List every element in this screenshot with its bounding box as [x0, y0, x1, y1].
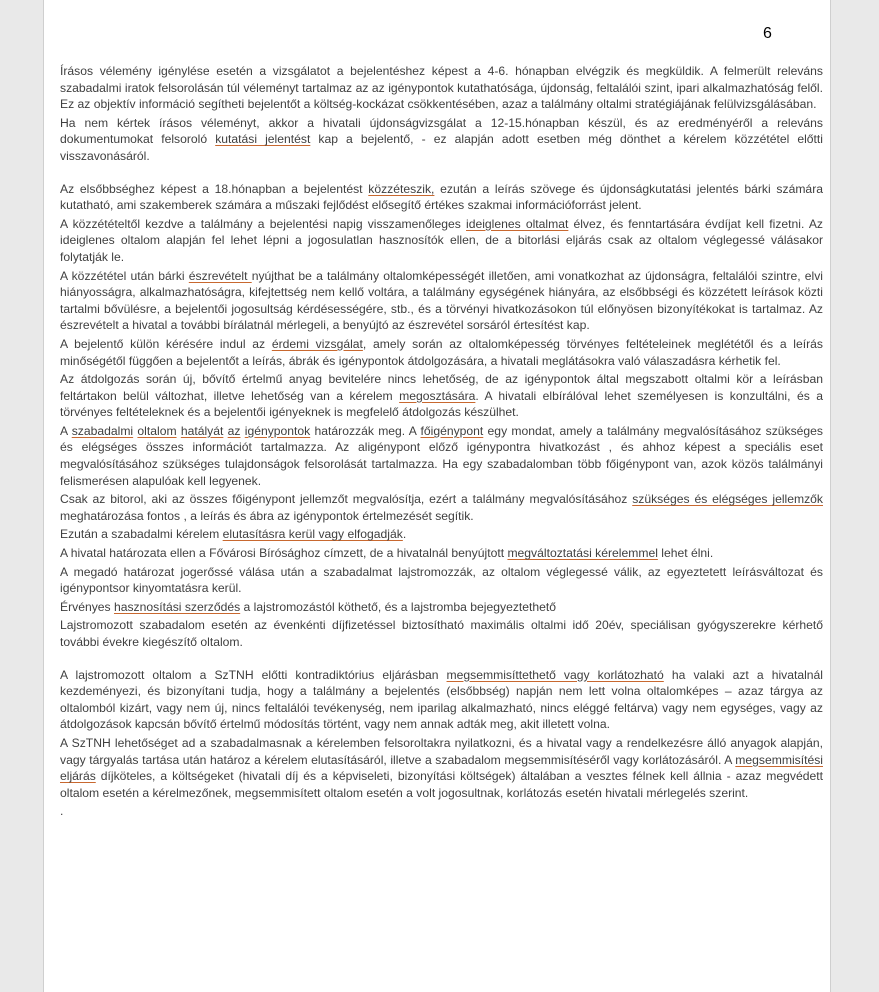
paragraph: [60, 216, 823, 266]
paragraph: [60, 599, 823, 616]
text-segment: meghatározása fontos , a leírás és ábra az igénypontok értelmezését segítik.: [60, 508, 474, 523]
text-segment: A bejelentő külön kérésére indul az: [60, 336, 272, 351]
underlined-term: szabadalmi: [71, 423, 134, 438]
paragraph: [60, 564, 823, 597]
text-segment: . A hivatali elbírálóval lehet személyesen is konzultálni, és a törvényes feltételeknek és a bejelentői igényeknek is megfelelő átdolgozás készülhet.: [60, 388, 823, 420]
text-segment: A: [60, 423, 72, 438]
paragraph: [60, 545, 823, 562]
text-segment: a lajstromozástól köthető, és a lajstromba bejegyeztethető: [240, 599, 557, 614]
text-segment: Ha nem kértek írásos véleményt, akkor a hivatali újdonságvizsgálat a 12-15.hónapban készül, és az eredményéről a releváns dokumentumokat felsoroló: [60, 115, 823, 147]
underlined-term: megváltoztatási kérelemmel: [507, 546, 658, 561]
text-segment: Ezután a szabadalmi kérelem: [60, 527, 223, 542]
paragraph: [60, 63, 823, 113]
paragraph: [60, 667, 823, 733]
text-segment: Csak az bitorol, aki az összes főigénypont jellemzőt megvalósítja, ezért a találmány megvalósításához: [60, 492, 633, 507]
underlined-term: az: [227, 423, 241, 438]
text-segment: A hivatal határozata ellen a Fővárosi Bírósághoz címzett, de a hivatalnál benyújtott: [60, 546, 508, 561]
underlined-term: szükséges és elégséges jellemzők: [632, 492, 823, 507]
underlined-term: érdemi vizsgálat: [271, 336, 363, 351]
text-segment: ha valaki azt a hivatalnál kezdeményezi, és bizonyítani tudja, hogy a találmány a bejelentés (elsőbbség) napján nem lett volna oltalomképes – azaz tárgya az oltalomból kizárt, vagy nem új, nincs feltalálói tevékenység, nem iparilag alkalmazható, nincs eléggé feltárva) vagy nem egységes, vagy az átdolgozások kapcsán bővítő értelmű módosítás történt, vagy nem annak adták meg, akit illetett volna.: [60, 667, 823, 732]
text-segment: A megadó határozat jogerőssé válása után a szabadalmat lajstromozzák, az oltalom véglegessé válik, az egyeztetett leírásváltozat és igénypontsor kinyomtatásra kerül.: [60, 564, 823, 596]
paragraph: [60, 181, 823, 214]
paragraph: [60, 803, 823, 820]
underlined-term: oltalom: [137, 423, 177, 438]
text-segment: A lajstromozott oltalom a SzTNH előtti kontradiktórius eljárásban: [60, 667, 447, 682]
paragraph: [60, 735, 823, 801]
underlined-term: közzéteszik,: [368, 181, 435, 196]
paragraph: [60, 115, 823, 165]
paragraph: [60, 371, 823, 421]
text-segment: határozzák meg. A: [310, 423, 421, 438]
paragraph: [60, 617, 823, 650]
underlined-term: igénypontok: [244, 423, 311, 438]
text-segment: ezután a leírás szövege és újdonságkutatási jelentés bárki számára kutatható, ami szakemberek számára a műszaki fejlődést elősegítő értékes szakmai információforrást jelent.: [60, 181, 823, 213]
underlined-term: kutatási jelentést: [215, 132, 311, 147]
text-segment: lehet élni.: [657, 546, 714, 561]
text-segment: .: [402, 527, 407, 542]
underlined-term: hatályát: [180, 423, 224, 438]
document-page: [43, 0, 831, 992]
page-number: 6: [763, 25, 772, 42]
underlined-term: észrevételt: [188, 268, 252, 283]
underlined-term: főigénypont: [420, 423, 484, 438]
paragraph: [60, 491, 823, 524]
paragraph: [60, 526, 823, 543]
text-segment: , amely során az oltalomképesség törvényes feltételeinek meglététől és a leírás minőségétől függően a bejelentőt a leírás, ábrák és igénypontok átdolgozására, a hivatali meglátásokra való válaszadásra kérhetik fel.: [60, 336, 823, 368]
paragraph: [60, 268, 823, 334]
text-segment: Írásos vélemény igénylése esetén a vizsgálatot a bejelentéshez képest a 4-6. hónapban elvégzik és megküldik. A felmerült releváns szabadalmi iratok felsorolásán túl véleményt tartalmaz az az igénypontok kutathatósága, újdonság, feltalálói szint, ipari alkalmazhatóság felől. Ez az objektív információ segítheti bejelentőt a költség-kockázat csökkentésében, azaz a találmány oltalmi stratégiájának felülvizsgálásában.: [60, 64, 823, 112]
text-segment: egy mondat, amely a találmány megvalósításához szükséges és elégséges összes információt tartalmazza. Az aligénypont előző igénypontra hivatkozást , és ahhoz képest a speciális eset megvalósításához szükséges tulajdonságok felsorolását tartalmazza. Ha egy szabadalomban több főigénypont van, azok közös találmányi felismerésen alapulóak kell legyenek.: [60, 423, 823, 488]
underlined-term: megsemmisítési eljárás: [60, 752, 823, 784]
text-segment: Az átdolgozás során új, bővítő értelmű anyag bevitelére nincs lehetőség, de az igénypontok által megszabott oltalmi kör a leírásban feltártakon belül változhat, illetve lehetőség van a kérelem: [60, 372, 823, 403]
underlined-term: megosztására: [399, 388, 476, 403]
paragraph: [60, 423, 823, 489]
underlined-term: hasznosítási szerződés: [113, 599, 241, 614]
underlined-term: megsemmisíttethető vagy korlátozható: [446, 667, 664, 682]
underlined-term: elutasításra kerül vagy elfogadják: [222, 527, 403, 542]
text-segment: nyújthat be a találmány oltalomképességét illetően, ami vonatkozhat az újdonságra, feltalálói szintre, elvi hiányosságra, alkalmazhatóságra, kifejtettség nem kellő voltára, a találmány egységének hiányára, az elsőbbségi és közzétett leírások közti tartalmi bővülésre, a bejelentői jogosultság kérdésességére, stb., és a törvényi hivatkozásokon túl előnyösen bizonyítékokat is tartalmaz. Az észrevételt a hivatal a további bírálatnál mérlegeli, a benyújtó az észrevétel sorsáról értesítést kap.: [60, 268, 823, 333]
text-segment: .: [60, 804, 64, 819]
text-segment: Az elsőbbséghez képest a 18.hónapban a bejelentést: [60, 181, 369, 196]
text-segment: A SzTNH lehetőséget ad a szabadalmasnak a kérelemben felsoroltakra nyilatkozni, és a hivatal vagy a rendelkezésre álló anyagok alapján, vagy tárgyalás tartása után határoz a kérelem elutasításáról, illetve a szabadalom megsemmisítéséről vagy korlátozásáról. A: [60, 735, 823, 767]
document-body: [60, 63, 823, 822]
underlined-term: ideiglenes oltalmat: [466, 216, 569, 231]
text-segment: Érvényes: [60, 599, 114, 614]
text-segment: A közzététel után bárki: [60, 268, 189, 283]
text-segment: élvez, és fenntartására évdíjat kell fizetni. Az ideiglenes oltalom alapján fel lehet lépni a jogosulatlan hasznosítók ellen, de a bitorlási eljárás csak az oltalom véglegessé válásakor folytatják le.: [60, 216, 823, 264]
text-segment: A közzétételtől kezdve a találmány a bejelentési napig visszamenőleges: [60, 216, 467, 231]
text-segment: kap a bejelentő, - ez alapján adott esetben még dönthet a kérelem közzététel előtti visszavonásáról.: [60, 132, 824, 163]
text-segment: Lajstromozott szabadalom esetén az évenkénti díjfizetéssel biztosítható maximális oltalmi idő 20év, speciálisan gyógyszerekre kérhető további évekre kiegészítő oltalom.: [60, 618, 823, 649]
text-segment: díjköteles, a költségeket (hivatali díj és a képviseleti, bizonyítási költségek) általában a vesztes félnek kell állnia - azaz megvédett oltalom esetén a kérelmezőnek, megsemmisített oltalom esetén a volt jogosultnak, korlátozás esetén hivatali mérlegelés szerint.: [60, 769, 823, 800]
paragraph: [60, 336, 823, 369]
